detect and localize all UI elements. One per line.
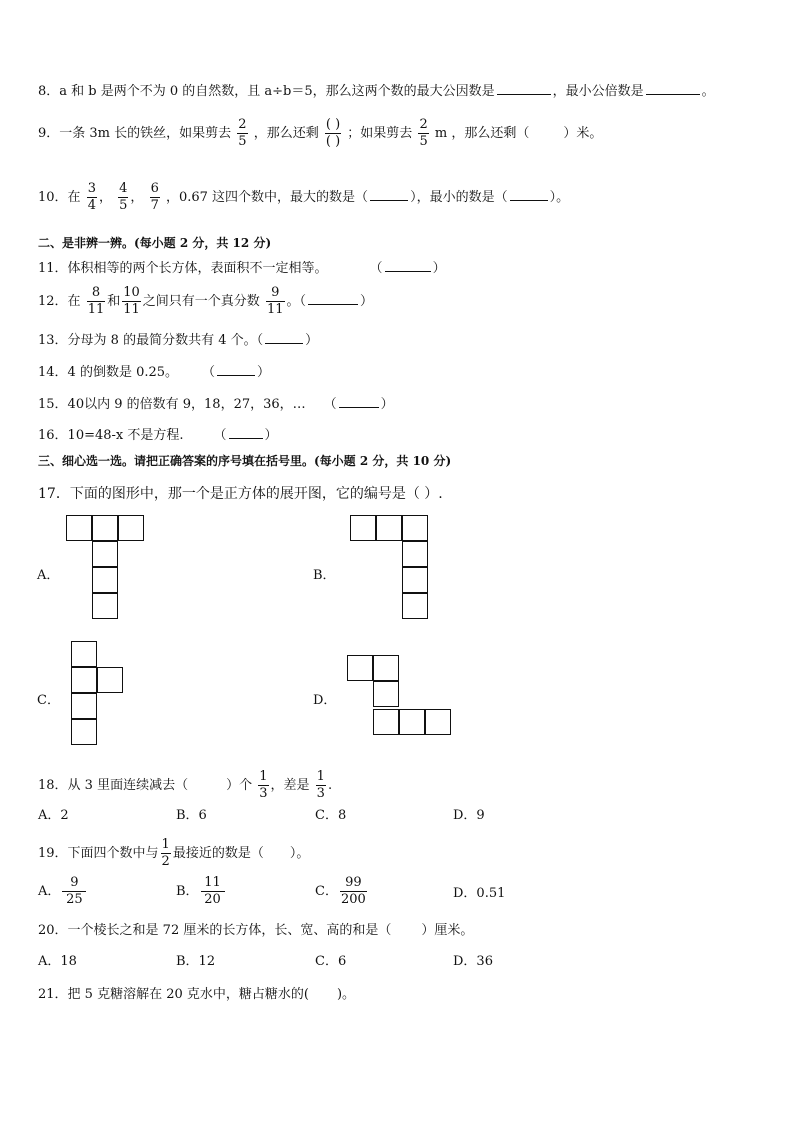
section-heading: 二、是非辨一辨。(每小题 2 分，共 12 分)	[38, 236, 272, 250]
choice-c[interactable]: C．8	[315, 808, 347, 823]
option-label-b: B．	[313, 568, 336, 583]
choice-d[interactable]: D．9	[453, 808, 485, 823]
choice-b[interactable]: B． $\frac{11}{20}$	[176, 876, 227, 907]
fraction: $\frac{1}{3}$	[316, 769, 325, 801]
section-heading: 三、细心选一选。请把正确答案的序号填在括号里。(每小题 2 分，共 10 分)	[38, 454, 452, 468]
fraction: $\frac{1}{2}$	[161, 837, 170, 869]
option-label-d: D．	[313, 693, 337, 708]
answer-blank[interactable]	[229, 426, 263, 439]
fraction: $\frac{4}{5}$	[119, 181, 128, 213]
answer-blank[interactable]	[265, 331, 303, 344]
answer-blank[interactable]	[308, 292, 358, 305]
choice-b[interactable]: B．6	[176, 808, 207, 823]
question-20: 20．一个棱长之和是 72 厘米的长方体，长、宽、高的和是（ ）厘米。	[38, 923, 474, 938]
fraction: $\frac{2}{5}$	[238, 117, 247, 149]
choice-d[interactable]: D．36	[453, 954, 493, 969]
answer-fraction-blank[interactable]: $\frac{( )}{( )}$	[325, 117, 341, 149]
fraction: $\frac{2}{5}$	[419, 117, 428, 149]
question-10: 10．在 $\frac{3}{4}$ ， $\frac{4}{5}$ ， $\frac{6}{7}$ ，0.67 这四个数中，最大的数是（ ），最小的数是（ ）。	[38, 181, 570, 213]
choice-c[interactable]: C． $\frac{99}{200}$	[315, 875, 366, 907]
answer-blank[interactable]	[646, 82, 700, 95]
choice-d[interactable]: D．0.51	[453, 886, 506, 901]
fraction: $\frac{3}{4}$	[87, 181, 96, 213]
fraction: $\frac{9}{11}$	[266, 285, 284, 317]
answer-blank[interactable]	[370, 188, 408, 201]
choice-b[interactable]: B．12	[176, 954, 216, 969]
answer-blank[interactable]	[217, 363, 255, 376]
question-13: 13．分母为 8 的最简分数共有 4 个。（ ）	[38, 333, 319, 348]
answer-blank[interactable]	[497, 82, 551, 95]
question-9: 9．一条 3m 长的铁丝，如果剪去 $\frac{2}{5}$ ，那么还剩 $\frac{( )}{( )}$ ；如果剪去 $\frac{2}{5}$ m ，那么还剩（ ）米。	[38, 117, 603, 149]
choice-a[interactable]: A．2	[38, 808, 69, 823]
question-18: 18．从 3 里面连续减去（ ）个 $\frac{1}{3}$ ，差是 $\frac{1}{3}$ .	[38, 769, 333, 801]
choice-a[interactable]: A． $\frac{9}{25}$	[38, 876, 88, 907]
fraction: $\frac{10}{11}$	[123, 285, 140, 317]
answer-blank[interactable]	[385, 259, 431, 272]
answer-blank[interactable]	[339, 395, 379, 408]
question-12: 12．在 $\frac{8}{11}$ 和 $\frac{10}{11}$ 之间只有一个真分数 $\frac{9}{11}$ 。（ ）	[38, 285, 374, 317]
question-21: 21．把 5 克糖溶解在 20 克水中，糖占糖水的( )。	[38, 987, 356, 1002]
answer-blank[interactable]	[510, 188, 548, 201]
choice-a[interactable]: A．18	[38, 954, 77, 969]
question-17: 17．下面的图形中，那一个是正方体的展开图，它的编号是（ ）.	[38, 486, 443, 502]
question-14: 14．4 的倒数是 0.25。 （ ）	[38, 365, 271, 380]
choice-c[interactable]: C．6	[315, 954, 347, 969]
question-15: 15．40以内 9 的倍数有 9，18，27，36，… （ ）	[38, 397, 394, 412]
question-16: 16．10=48-x 不是方程. （ ）	[38, 428, 278, 443]
option-label-a: A．	[37, 568, 60, 583]
fraction: $\frac{6}{7}$	[150, 181, 159, 213]
question-8: 8．a 和 b 是两个不为 0 的自然数，且 a÷b＝5，那么这两个数的最大公因数是 ，最小公倍数是 。	[38, 84, 715, 99]
question-11: 11．体积相等的两个长方体，表面积不一定相等。 （ ）	[38, 261, 446, 276]
question-19: 19．下面四个数中与 $\frac{1}{2}$ 最接近的数是（ ）。	[38, 837, 310, 869]
fraction: $\frac{8}{11}$	[87, 285, 105, 317]
option-label-c: C．	[37, 693, 60, 708]
fraction: $\frac{1}{3}$	[259, 769, 268, 801]
